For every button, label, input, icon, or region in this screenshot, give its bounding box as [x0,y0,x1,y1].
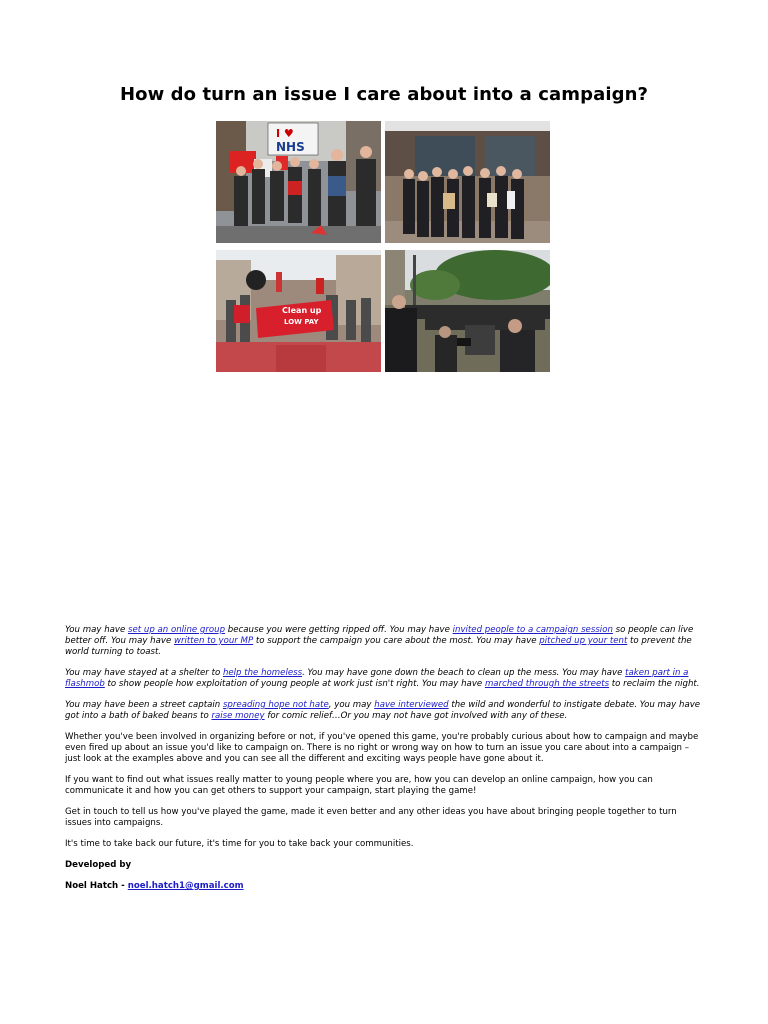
text-segment: to reclaim the night. [609,679,700,689]
photo-nhs-protest [216,121,381,243]
sign-nhs-text: NHS [276,140,305,154]
link-written-to-mp[interactable]: written to your MP [173,636,254,646]
text-segment: because you were getting ripped off. You may have [225,625,453,635]
paragraph-7: It's time to take back our future, it's time for you to take back your communities. [65,839,414,849]
photo-low-pay-march [216,250,381,372]
text-segment: to show people how exploitation of young people at work just isn't right. You may have [104,679,485,689]
sign-love-text: I ♥ [276,127,294,140]
link-marched-streets[interactable]: marched through the streets [484,679,610,689]
paragraph-5: If you want to find out what issues really matter to young people where you are, how you can develop an online campaign, how you can communicate it and how you can get others to support your campaign, start playing the game! [65,775,653,796]
link-set-up-online-group[interactable]: set up an online group [128,625,226,635]
text-segment: the wild and wonderful to instigate debate. You may have got into a bath of baked beans to [65,700,701,721]
banner-text-line1: Clean up [282,306,322,315]
text-segment: You may have [65,625,129,635]
text-segment: You may have been a street captain [65,700,223,710]
paragraph-6: Get in touch to tell us how you've played the game, made it even better and any other ideas you have about bringing people together to turn issues into campaigns. [65,807,677,828]
link-have-interviewed[interactable]: have interviewed [374,700,449,710]
text-segment: to prevent the world turning to toast. [65,636,692,657]
text-segment: for comic relief…Or you may not have got involved with any of these. [264,711,568,721]
page-title: How do turn an issue I care about into a campaign? [119,84,649,105]
link-raise-money[interactable]: raise money [211,711,265,721]
link-pitched-up-tent[interactable]: pitched up your tent [539,636,628,646]
author-email-link[interactable]: noel.hatch1@gmail.com [127,881,244,891]
text-segment: to support the campaign you care about the most. You may have [253,636,540,646]
link-spreading-hope[interactable]: spreading hope not hate [222,700,329,710]
text-segment: . You may have gone down the beach to clean up the mess. You may have [302,668,626,678]
text-segment: , you may [328,700,375,710]
author-line [65,881,705,892]
paragraph-3 [65,700,705,722]
photo-group-building [385,121,550,243]
link-invited-people[interactable]: invited people to a campaign session [452,625,613,635]
banner-text-line2: LOW PAY [284,318,319,326]
text-segment: You may have stayed at a shelter to [65,668,223,678]
paragraph-4: Whether you've been involved in organizing before or not, if you've opened this game, you're probably curious about how to campaign and maybe even fired up about an issue you'd like to campaign on. There is no right or wrong way on how to turn an issue you care about into a campaign – just look at the examples above and you can see all the different and exciting ways people have gone about it. [65,732,699,764]
body-text [65,625,705,902]
link-help-homeless[interactable]: help the homeless [222,668,303,678]
paragraph-1 [65,625,705,658]
photo-crowd-park [385,250,550,372]
author-name: Noel Hatch - [65,881,128,891]
paragraph-2 [65,668,705,690]
developed-by-heading: Developed by [65,860,132,870]
text-segment: so people can live better off. You may have [65,625,694,646]
link-flashmob[interactable]: taken part in a flashmob [65,668,689,689]
